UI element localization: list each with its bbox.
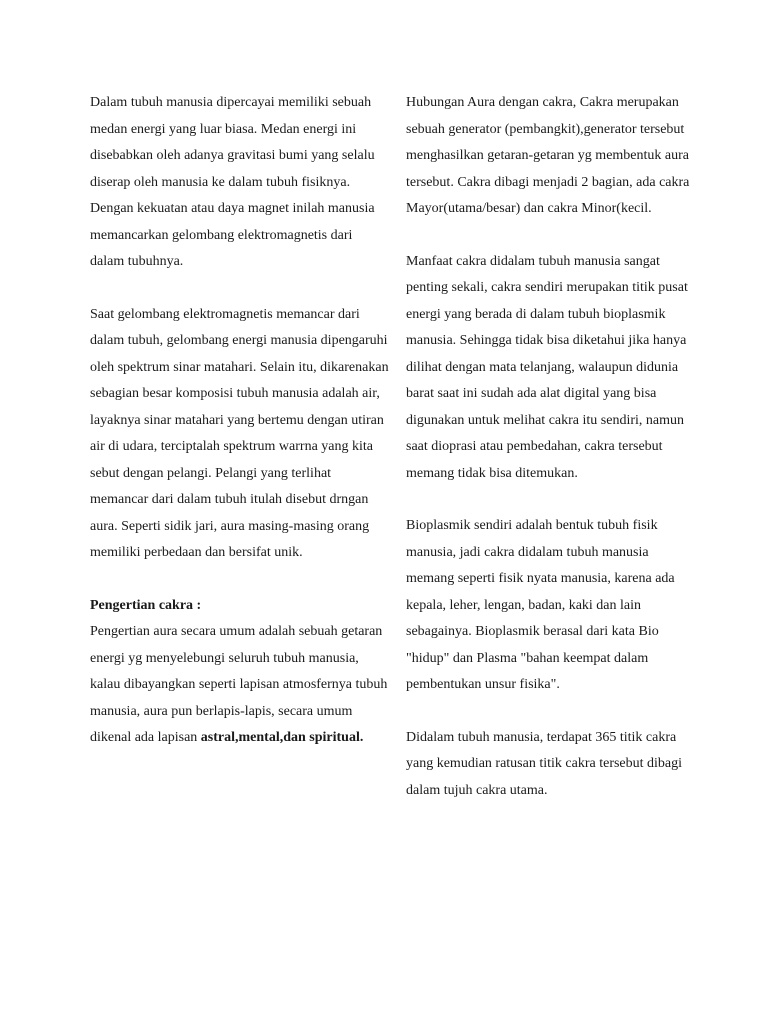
bold-aura-layers: astral,mental,dan spiritual. bbox=[200, 730, 364, 745]
paragraph-manfaat-cakra: Manfaat cakra didalam tubuh manusia sangat penting sekali, cakra sendiri merupakan titik pusat energi yang berada di dalam tubuh bioplasmik manusia. Sehingga tidak bisa diketahui jika hanya dilihat dengan mata telanjang, walaupun didunia barat saat ini sudah ada alat digital yang bisa digunakan untuk melihat cakra itu sendiri, namun saat dioprasi atau pembedahan, cakra tersebut memang tidak bisa ditemukan. bbox=[406, 253, 688, 481]
paragraph-pengertian-aura: Pengertian aura secara umum adalah sebuah getaran energi yg menyelebungi seluruh tubuh manusia, kalau dibayangkan seperti lapisan atmosfernya tubuh manusia, aura pun berlapis-lapis, secara umum dikenal ada lapisan bbox=[90, 624, 388, 745]
paragraph-medan-energi: Dalam tubuh manusia dipercayai memiliki sebuah medan energi yang luar biasa. Medan energi ini disebabkan oleh adanya gravitasi bumi yang selalu diserap oleh manusia ke dalam tubuh fisiknya. Dengan kekuatan atau daya magnet inilah manusia memancarkan gelombang elektromagnetis dari dalam tubuhnya. bbox=[90, 95, 375, 269]
left-column bbox=[90, 90, 390, 752]
paragraph-titik-cakra: Didalam tubuh manusia, terdapat 365 titik cakra yang kemudian ratusan titik cakra tersebut dibagi dalam tujuh cakra utama. bbox=[406, 729, 683, 798]
section-cakra bbox=[90, 593, 390, 752]
section-heading: Pengertian cakra : bbox=[90, 597, 202, 613]
paragraph-gelombang-elektromagnetis: Saat gelombang elektromagnetis memancar dari dalam tubuh, gelombang energi manusia dipengaruhi oleh spektrum sinar matahari. Selain itu, dikarenakan sebagian besar komposisi tubuh manusia adalah air, layaknya sinar matahari yang bertemu dengan utiran air di udara, terciptalah spektrum warrna yang kita sebut dengan pelangi. Pelangi yang terlihat memancar dari dalam tubuh itulah disebut drngan aura. Seperti sidik jari, aura masing-masing orang memiliki perbedaan dan bersifat unik. bbox=[90, 306, 389, 560]
paragraph-bioplasmik: Bioplasmik sendiri adalah bentuk tubuh fisik manusia, jadi cakra didalam tubuh manusia memang seperti fisik nyata manusia, karena ada kepala, leher, lengan, badan, kaki dan lain sebagainya. Bioplasmik berasal dari kata Bio "hidup" dan Plasma "bahan keempat dalam pembentukan unsur fisika". bbox=[406, 518, 675, 692]
paragraph-hubungan-aura: Hubungan Aura dengan cakra, Cakra merupakan sebuah generator (pembangkit),generator tersebut menghasilkan getaran-getaran yg membentuk aura tersebut. Cakra dibagi menjadi 2 bagian, ada cakra Mayor(utama/besar) dan cakra Minor(kecil. bbox=[406, 95, 690, 216]
right-column bbox=[406, 90, 698, 804]
